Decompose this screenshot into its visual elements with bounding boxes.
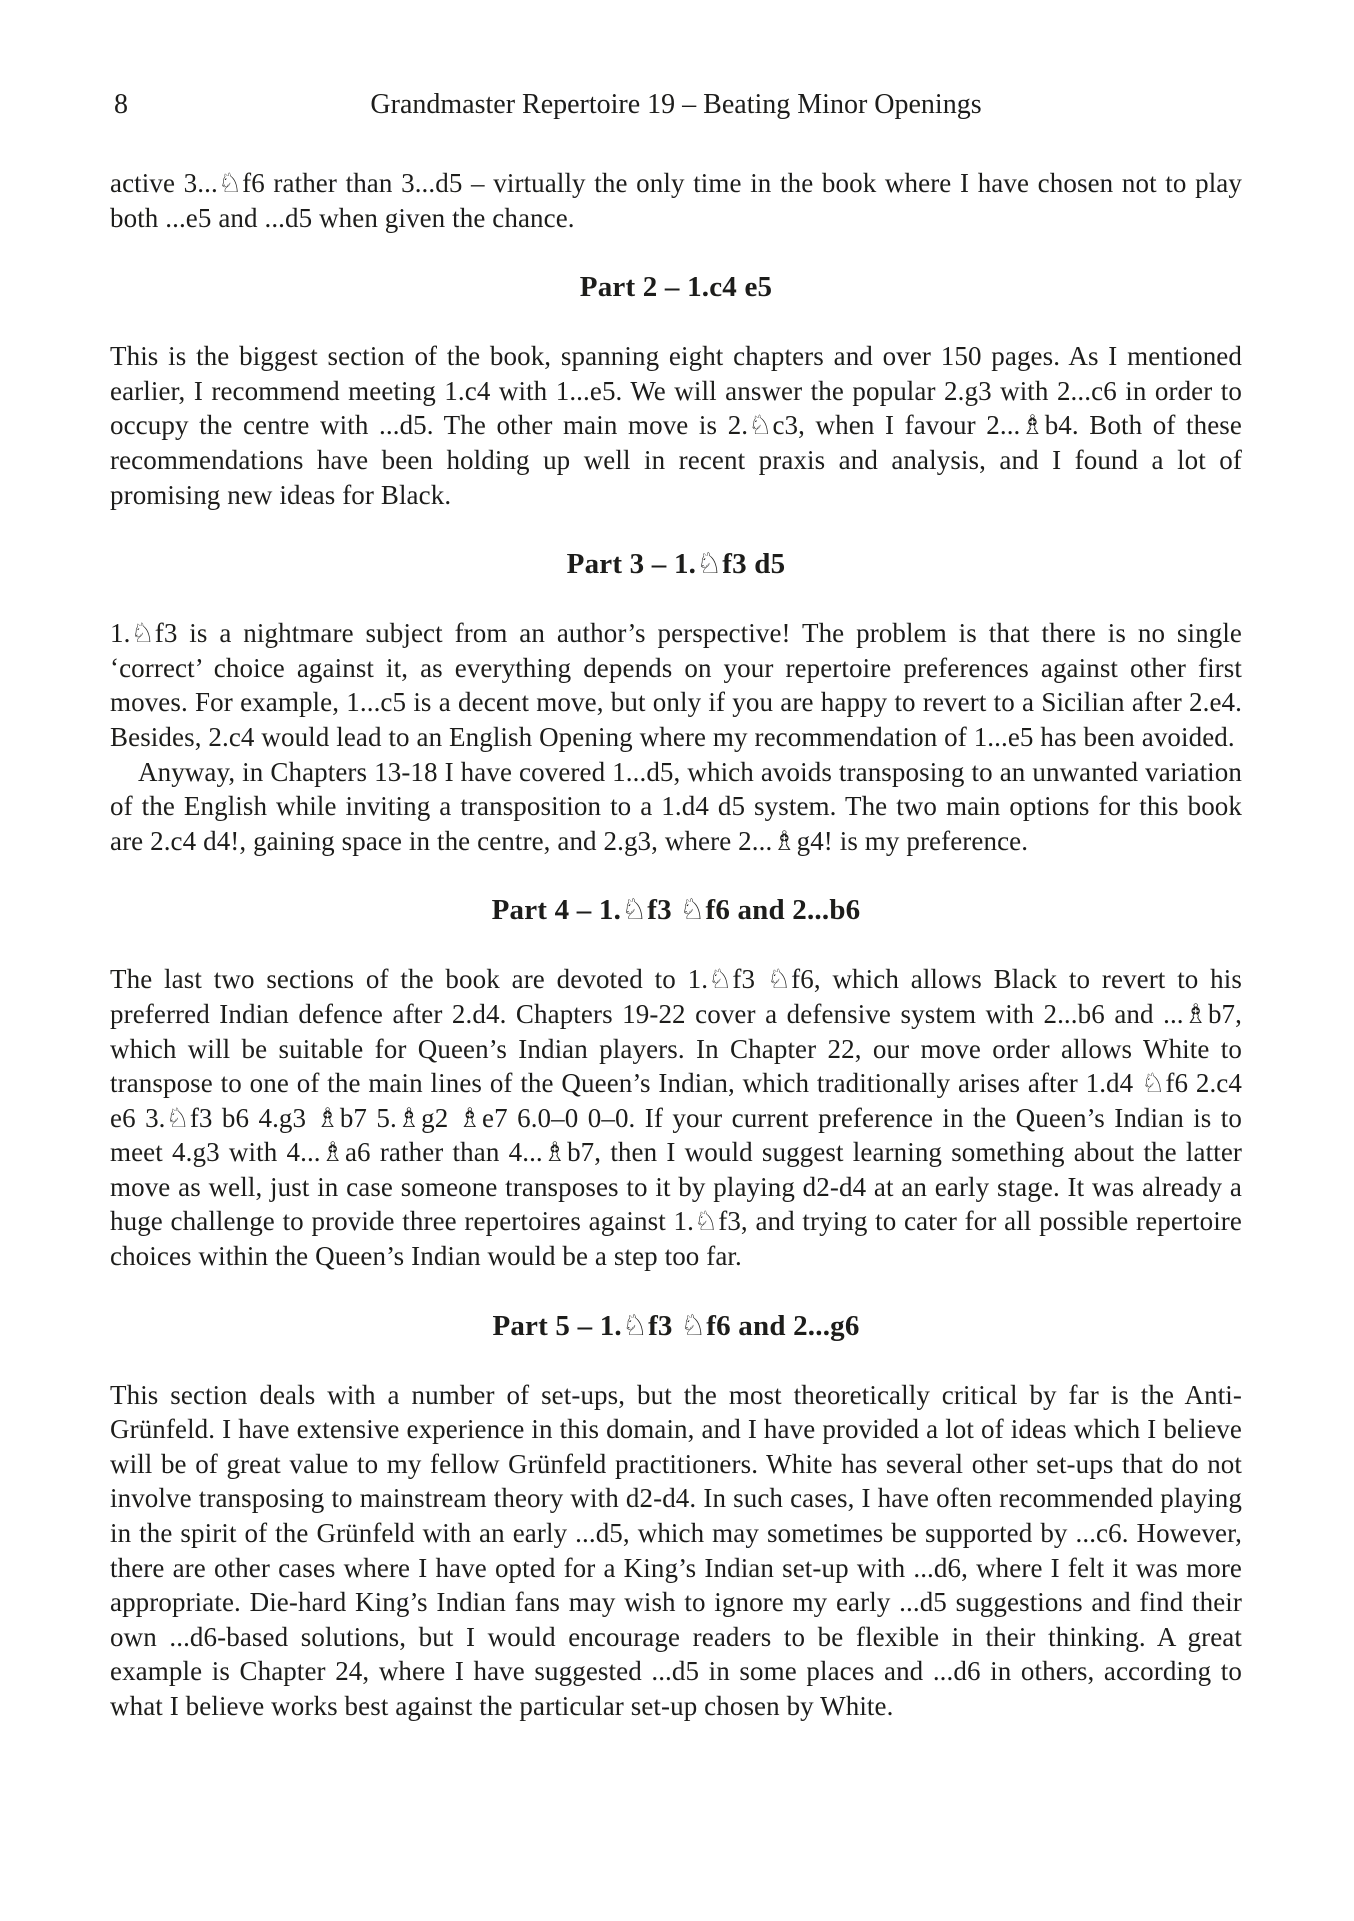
paragraph-part-3-first: 1.♘f3 is a nightmare subject from an author’s perspective! The problem is that there is no single ‘correct’ choice against it, as everything depends on your repertoire preferences against other first moves. For example, 1...c5 is a decent move, but only if you are happy to revert to a Sicilian after 2.e4. Besides, 2.c4 would lead to an English Opening where my recommendation of 1...e5 has been avoided.: [110, 618, 1242, 752]
part-4-heading: Part 4 – 1.♘f3 ♘f6 and 2...b6: [491, 894, 861, 927]
paragraph-part-5: This section deals with a number of set-ups, but the most theoretically critical by far is the Anti-Grünfeld. I have extensive experience in this domain, and I have provided a lot of ideas which I believe will be of great value to my fellow Grünfeld practitioners. White has several other set-ups that do not involve transposing to mainstream theory with d2-d4. In such cases, I have often recommended playing in the spirit of the Grünfeld with an early ...d5, which may sometimes be supported by ...c6. However, there are other cases where I have opted for a King’s Indian set-up with ...d6, where I felt it was more appropriate. Die-hard King’s Indian fans may wish to ignore my early ...d5 suggestions and find their own ...d6-based solutions, but I would encourage readers to be flexible in their thinking. A great example is Chapter 24, where I have suggested ...d5 in some places and ...d6 in others, according to what I believe works best against the particular set-up chosen by White.: [110, 1379, 1242, 1721]
paragraph-part-2: This is the biggest section of the book, spanning eight chapters and over 150 pages. As I mentioned earlier, I recommend meeting 1.c4 with 1...e5. We will answer the popular 2.g3 with 2...c6 in order to occupy the centre with ...d5. The other main move is 2.♘c3, when I favour 2...♗b4. Both of these recommendations have been holding up well in recent praxis and analysis, and I found a lot of promising new ideas for Black.: [110, 341, 1242, 510]
running-title: Grandmaster Repertoire 19 – Beating Minor Openings: [370, 89, 982, 120]
part-3-heading: Part 3 – 1.♘f3 d5: [566, 548, 786, 581]
page-number: 8: [114, 89, 128, 120]
part-5-heading: Part 5 – 1.♘f3 ♘f6 and 2...g6: [492, 1309, 860, 1342]
page-body: [110, 166, 1242, 1724]
paragraph-part-4: The last two sections of the book are devoted to 1.♘f3 ♘f6, which allows Black to revert to his preferred Indian defence after 2.d4. Chapters 19-22 cover a defensive system with 2...b6 and ...♗b7, which will be suitable for Queen’s Indian players. In Chapter 22, our move order allows White to transpose to one of the main lines of the Queen’s Indian, which traditionally arises after 1.d4 ♘f6 2.c4 e6 3.♘f3 b6 4.g3 ♗b7 5.♗g2 ♗e7 6.0–0 0–0. If your current preference in the Queen’s Indian is to meet 4.g3 with 4...♗a6 rather than 4...♗b7, then I would suggest learning something about the latter move as well, just in case someone transposes to it by playing d2-d4 at an early stage. It was already a huge challenge to provide three repertoires against 1.♘f3, and trying to cater for all possible repertoire choices within the Queen’s Indian would be a step too far.: [110, 964, 1242, 1272]
paragraph-part-3-second: Anyway, in Chapters 13-18 I have covered 1...d5, which avoids transposing to an unwanted variation of the English while inviting a transposition to a 1.d4 d5 system. The two main options for this book are 2.c4 d4!, gaining space in the centre, and 2.g3, where 2...♗g4! is my preference.: [110, 756, 1242, 856]
paragraph-intro-continuation: active 3...♘f6 rather than 3...d5 – virtually the only time in the book where I have chosen not to play both ...e5 and ...d5 when given the chance.: [110, 168, 1242, 233]
part-2-heading: Part 2 – 1.c4 e5: [579, 271, 773, 304]
page-header: [110, 88, 1242, 122]
